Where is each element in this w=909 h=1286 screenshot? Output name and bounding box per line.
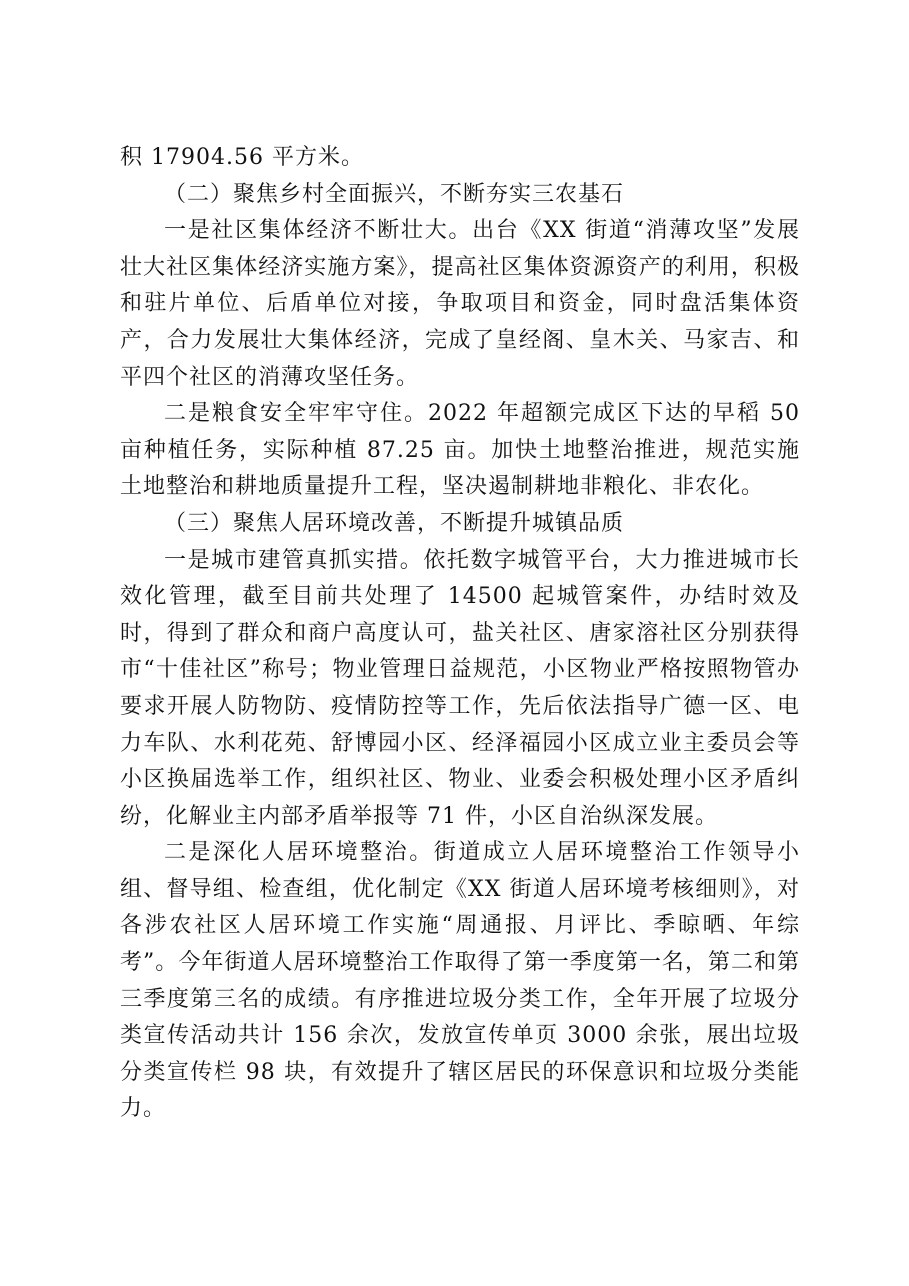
section-heading-living-environment: （三）聚焦人居环境改善，不断提升城镇品质 xyxy=(164,510,625,536)
paragraph-collective-economy: 一是社区集体经济不断壮大。出台《XX 街道“消薄攻坚”发展壮大社区集体经济实施方案》，提高社区集体资源资产的利用，积极和驻片单位、后盾单位对接，争取项目和资金，同时盘活集体资产，合力发展壮大集体经济，完成了皇经阁、皇木关、马家吉、和平四个社区的消薄攻坚任务。 xyxy=(120,218,800,390)
paragraph-urban-management: 一是城市建管真抓实措。依托数字城管平台，大力推进城市长效化管理，截至目前共处理了 14500 起城管案件，办结时效及时，得到了群众和商户高度认可，盐关社区、唐家溶社区分别获得市“十佳社区”称号；物业管理日益规范，小区物业严格按照物管办要求开展人防物防、疫情防控等工作，先后依法指导广德一区、电力车队、水利花苑、舒博园小区、经泽福园小区成立业主委员会等小区换届选举工作，组织社区、物业、业委会积极处理小区矛盾纠纷，化解业主内部矛盾举报等 71 件，小区自治纵深发展。 xyxy=(120,547,800,829)
document-body xyxy=(120,140,800,1128)
section-heading-rural-revitalization: （二）聚焦乡村全面振兴，不断夯实三农基石 xyxy=(164,181,625,207)
paragraph-area-continuation: 积 17904.56 平方米。 xyxy=(120,145,364,170)
paragraph-environment-rectification: 二是深化人居环境整治。街道成立人居环境整治工作领导小组、督导组、检查组，优化制定《XX 街道人居环境考核细则》，对各涉农社区人居环境工作实施“周通报、月评比、季晾晒、年综考”。今年街道人居环境整治工作取得了第一季度第一名，第二和第三季度第三名的成绩。有序推进垃圾分类工作，全年开展了垃圾分类宣传活动共计 156 余次，发放宣传单页 3000 余张，展出垃圾分类宣传栏 98 块，有效提升了辖区居民的环保意识和垃圾分类能力。 xyxy=(120,840,800,1122)
paragraph-food-security: 二是粮食安全牢牢守住。2022 年超额完成区下达的早稻 50 亩种植任务，实际种植 87.25 亩。加快土地整治推进，规范实施土地整治和耕地质量提升工程，坚决遏制耕地非粮化、非农化。 xyxy=(120,401,800,500)
